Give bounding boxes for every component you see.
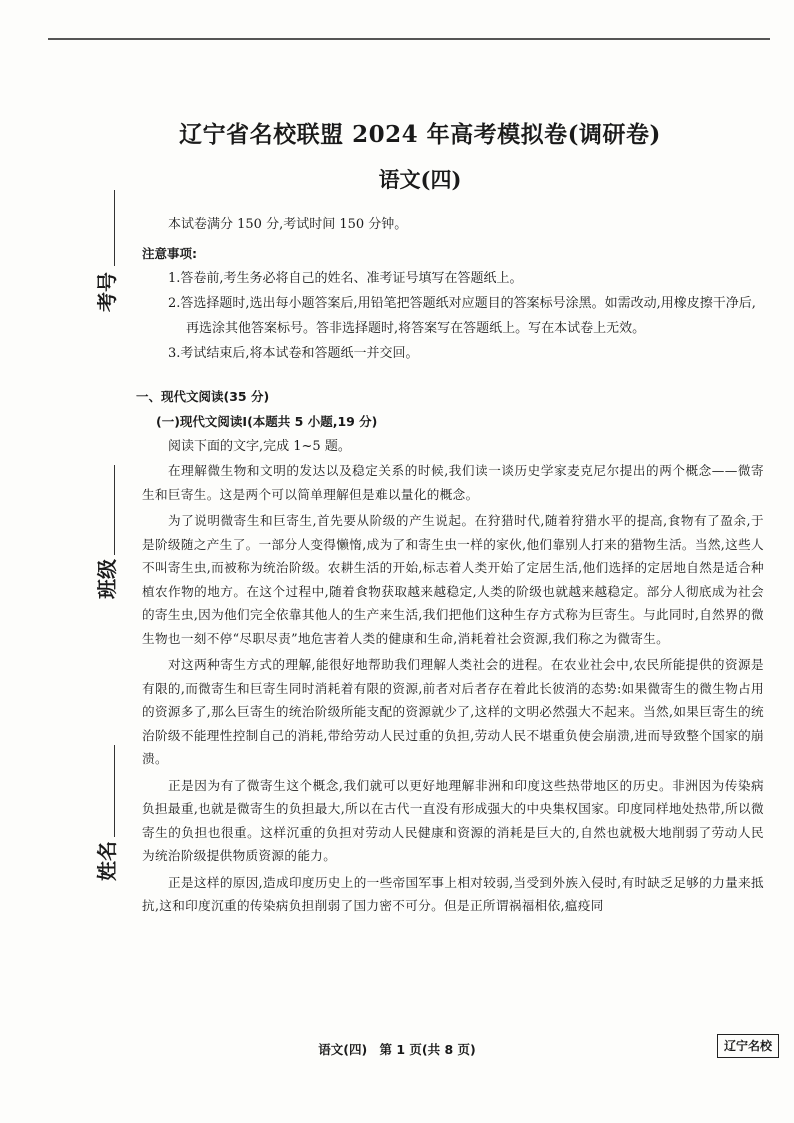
name-field[interactable] <box>92 745 122 895</box>
exam-title: 辽宁省名校联盟 2024 年高考模拟卷(调研卷) <box>179 121 661 148</box>
exam-number-label: 考号 <box>95 272 119 312</box>
passage-paragraph: 在理解微生物和文明的发达以及稳定关系的时候,我们读一谈历史学家麦克尼尔提出的两个概念——微寄生和巨寄生。这是两个可以简单理解但是难以量化的概念。 <box>142 463 764 502</box>
notice-item: 2.答选择题时,选出每小题答案后,用铅笔把答题纸对应题目的答案标号涂黑。如需改动,用橡皮擦干净后,再选涂其他答案标号。答非选择题时,将答案写在答题纸上。写在本试卷上无效。 <box>168 296 756 336</box>
class-field[interactable] <box>92 465 122 615</box>
passage-paragraph: 对这两种寄生方式的理解,能很好地帮助我们理解人类社会的进程。在农业社会中,农民所能提供的资源是有限的,而微寄生和巨寄生同时消耗着有限的资源,前者对后者存在着此长彼消的态势:如果微寄生的微生物占用的资源多了,那么巨寄生的统治阶级所能支配的资源就少了,这样的文明必然强大不起来。当然,如果巨寄生的统治阶级不能理性控制自己的消耗,带给劳动人民过重的负担,劳动人民不堪重负使会崩溃,进而导致整个国家的崩溃。 <box>142 657 764 766</box>
footer-subject: 语文(四) <box>318 1042 368 1057</box>
reading-instruction: 阅读下面的文字,完成 1~5 题。 <box>168 439 351 454</box>
exam-number-field[interactable] <box>92 190 122 330</box>
notice-item: 1.答卷前,考生务必将自己的姓名、准考证号填写在答题纸上。 <box>168 271 523 286</box>
passage-paragraph: 正是这样的原因,造成印度历史上的一些帝国军事上相对较弱,当受到外族入侵时,有时缺乏足够的力量来抵抗,这和印度沉重的传染病负担削弱了国力密不可分。但是正所谓祸福相依,瘟疫同 <box>142 874 764 913</box>
header-rule <box>48 38 770 40</box>
school-stamp: 辽宁名校 <box>717 1034 779 1058</box>
exam-content <box>136 212 764 921</box>
name-label: 姓名 <box>95 841 119 881</box>
subsection-heading: (一)现代文阅读Ⅰ(本题共 5 小题,19 分) <box>156 414 378 429</box>
exam-number-line <box>114 190 115 266</box>
footer-page-number: 第 1 页(共 8 页) <box>379 1042 476 1057</box>
exam-subject: 语文(四) <box>378 167 462 192</box>
passage-paragraph: 正是因为有了微寄生这个概念,我们就可以更好地理解非洲和印度这些热带地区的历史。非洲因为传染病负担最重,也就是微寄生的负担最大,所以在古代一直没有形成强大的中央集权国家。印度同样地处热带,所以微寄生的负担也很重。这样沉重的负担对劳动人民健康和资源的消耗是巨大的,自然也就极大地削弱了劳动人民为统治阶级提供物质资源的能力。 <box>142 777 764 863</box>
class-label: 班级 <box>95 559 119 599</box>
name-line <box>114 745 115 837</box>
exam-intro: 本试卷满分 150 分,考试时间 150 分钟。 <box>168 217 408 232</box>
class-line <box>114 465 115 555</box>
section-heading: 一、现代文阅读(35 分) <box>136 389 270 404</box>
notice-heading: 注意事项: <box>142 246 197 261</box>
notice-item: 3.考试结束后,将本试卷和答题纸一并交回。 <box>168 346 419 361</box>
page-footer <box>0 1040 794 1058</box>
passage-paragraph: 为了说明微寄生和巨寄生,首先要从阶级的产生说起。在狩猎时代,随着狩猎水平的提高,食物有了盈余,于是阶级随之产生了。一部分人变得懒惰,成为了和寄生虫一样的家伙,他们靠别人打来的猎物生活。当然,这些人不叫寄生虫,而被称为统治阶级。农耕生活的开始,标志着人类开始了定居生活,他们选择的定居地自然是适合种植农作物的地方。在这个过程中,随着食物获取越来越稳定,人类的阶级也就越来越稳定。部分人彻底成为社会的寄生虫,因为他们完全依靠其他人的生产来生活,我们把他们这种生存方式称为巨寄生。与此同时,自然界的微生物也一刻不停“尽职尽责”地危害着人类的健康和生命,消耗着社会资源,我们称之为微寄生。 <box>142 513 764 646</box>
